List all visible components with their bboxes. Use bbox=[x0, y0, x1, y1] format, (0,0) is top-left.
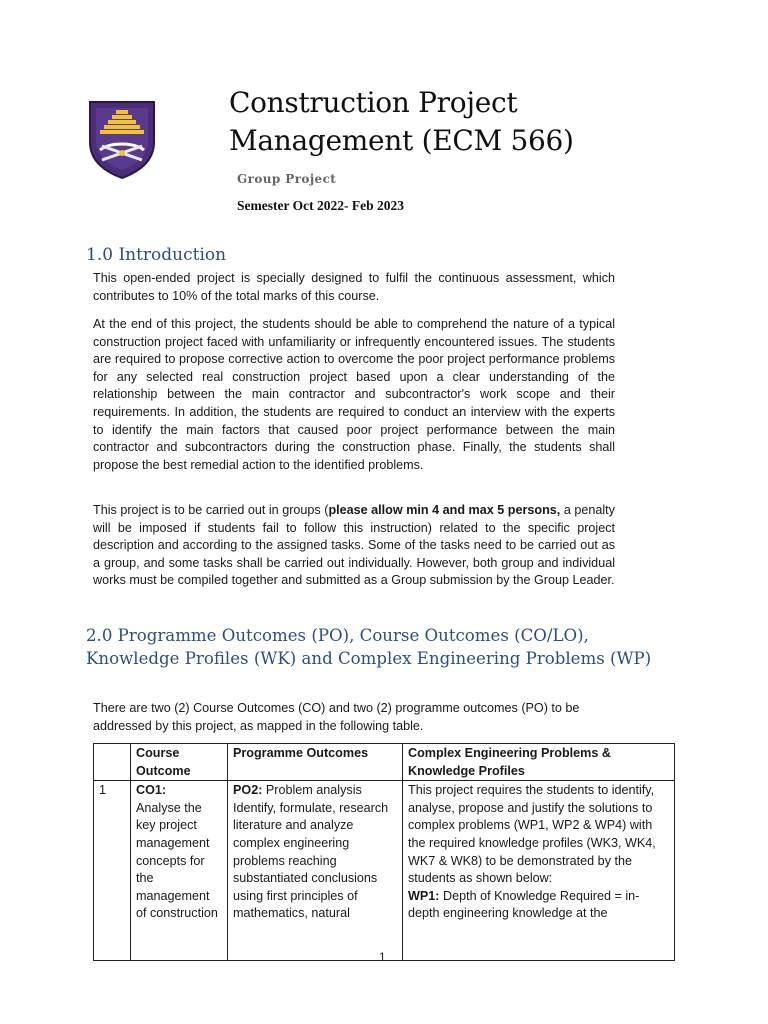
semester-label: Semester Oct 2022- Feb 2023 bbox=[237, 198, 404, 213]
table-header-row bbox=[94, 744, 675, 781]
section-heading-outcomes: 2.0 Programme Outcomes (PO), Course Outcomes (CO/LO), Knowledge Profiles (WK) and Complex Engineering Problems (WP) bbox=[86, 626, 652, 668]
row-number: 1 bbox=[94, 781, 131, 961]
co-text: Analyse the key project management concepts for the management of construction bbox=[136, 800, 218, 921]
section-heading-introduction: 1.0 Introduction bbox=[86, 245, 227, 265]
course-outcome-cell bbox=[131, 781, 228, 961]
table-row bbox=[94, 781, 675, 961]
po-label: PO2: bbox=[233, 783, 263, 798]
programme-outcome-cell bbox=[228, 781, 403, 961]
intro-paragraph-2: At the end of this project, the students should be able to comprehend the nature of a typical construction project faced with unfamiliarity or infrequently encountered issues. The students are required to propose corrective action to overcome the poor project performance problems for any selected real construction project based upon a clear understanding of the relationship between the main contractor and subcontractor's work scope and their requirements. In addition, the students are required to conduct an interview with the experts to identify the main factors that caused poor project performance between the main contractor and subcontractors during the construction phase. Finally, the students shall propose the best remedial action to the identified problems. bbox=[93, 317, 615, 472]
po-text: Problem analysis Identify, formulate, research literature and analyze complex engineering problems reaching substantiated conclusions using first principles of mathematics, natural bbox=[233, 783, 389, 921]
header-cell-programme-outcomes: Programme Outcomes bbox=[228, 744, 403, 781]
title-line-1: Construction Project bbox=[229, 86, 518, 119]
complex-problems-cell bbox=[403, 781, 675, 961]
outcomes-paragraph: There are two (2) Course Outcomes (CO) and two (2) programme outcomes (PO) to be addressed by this project, as mapped in the following table. bbox=[93, 701, 580, 733]
wp1-label: WP1: bbox=[408, 888, 440, 903]
p3-bold-text: please allow min 4 and max 5 persons, bbox=[328, 503, 561, 517]
title-line-2: Management (ECM 566) bbox=[229, 124, 574, 157]
university-crest-logo bbox=[86, 98, 158, 180]
page-number: 1 bbox=[379, 950, 386, 964]
p3-text-a: This project is to be carried out in groups ( bbox=[93, 503, 329, 517]
subtitle: Group Project bbox=[237, 172, 337, 186]
outcomes-table bbox=[93, 743, 675, 961]
intro-paragraph-3 bbox=[93, 502, 615, 590]
header-cell-course-outcome: Course Outcome bbox=[131, 744, 228, 781]
wp1-text: Depth of Knowledge Required = in-depth engineering knowledge at the bbox=[408, 888, 640, 921]
intro-paragraph-1: This open-ended project is specially designed to fulfil the continuous assessment, which contributes to 10% of the total marks of this course. bbox=[93, 271, 615, 303]
co-label: CO1: bbox=[136, 783, 167, 798]
cep-text: This project requires the students to identify, analyse, propose and justify the solutions to complex problems (WP1, WP2 & WP4) with the required knowledge profiles (WK3, WK4, WK7 & WK8) to be demonstrated by the students as shown below: bbox=[408, 783, 656, 886]
p3-text-b: a penalty will be imposed if students fail to follow this instruction) related to the specific project description and according to the assigned tasks. Some of the tasks need to be carried out as a group, and some tasks shall be carried out individually. However, both group and individual works must be compiled together and submitted as a Group submission by the Group Leader. bbox=[93, 503, 615, 588]
header-cell-number bbox=[94, 744, 131, 781]
header-cell-complex-problems: Complex Engineering Problems & Knowledge Profiles bbox=[403, 744, 675, 781]
document-title bbox=[229, 84, 699, 160]
